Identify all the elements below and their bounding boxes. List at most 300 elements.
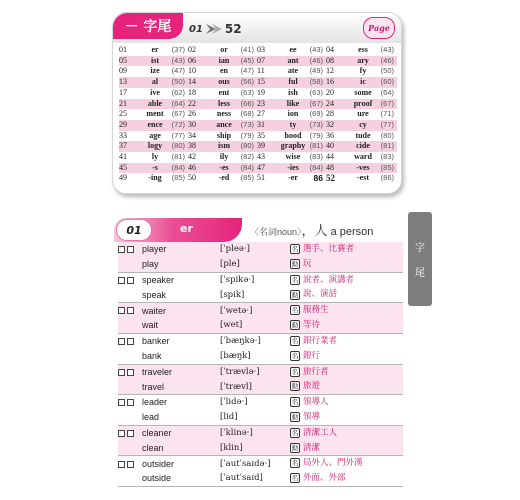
word-ipa: [ˈautˈsaɪdə·]	[220, 458, 271, 469]
suffix-name: en	[220, 66, 228, 76]
checkbox-cell	[118, 318, 142, 333]
word-definition: 清潔工人	[303, 427, 338, 438]
suffix-row	[119, 120, 397, 131]
word-definition-cell	[290, 410, 403, 425]
word-definition-cell	[290, 318, 403, 333]
review-checkbox[interactable]	[118, 307, 125, 314]
suffix-number: 14	[188, 77, 210, 88]
suffix-name: -ed	[218, 173, 230, 183]
suffix-name: fy	[359, 66, 367, 76]
suffix-number: 50	[188, 173, 196, 183]
suffix-number: 35	[257, 130, 265, 140]
word-definition-cell	[290, 364, 403, 379]
checkbox-cell	[118, 395, 142, 410]
review-checkbox[interactable]	[127, 307, 134, 314]
suffix-number: 44	[326, 152, 334, 162]
suffix-number: 24	[326, 99, 348, 110]
suffix-row	[119, 131, 397, 142]
word-definition-cell	[290, 471, 403, 486]
side-tab-label-1: 字	[415, 243, 425, 254]
suffix-name: age	[149, 130, 161, 140]
suffix-number: 45	[119, 163, 141, 174]
suffix-page: ( 43 )	[307, 45, 326, 56]
suffix-name: -ies	[279, 163, 307, 174]
part-of-speech-badge: 動	[291, 443, 299, 452]
suffix-name: ant	[279, 56, 307, 67]
word-definition: 領導人	[303, 397, 329, 408]
suffix-name: ate	[287, 66, 299, 76]
suffix-name: ment	[146, 109, 164, 119]
word-text: outside	[142, 471, 220, 486]
word-definition-cell	[290, 349, 403, 364]
suffix-name: er	[151, 45, 159, 54]
suffix-number: 01	[119, 45, 127, 54]
suffix-number: 51	[257, 173, 265, 183]
suffix-page: ( 84 )	[307, 163, 326, 174]
suffix-page: ( 47 )	[169, 66, 188, 77]
suffix-number: 48	[326, 163, 348, 174]
part-of-speech-badge: 動	[291, 413, 299, 422]
page-badge-label: Page	[368, 23, 390, 33]
part-of-speech-badge: 名	[291, 367, 299, 376]
entry-number: 01	[116, 219, 152, 241]
review-checkbox[interactable]	[127, 461, 134, 468]
suffix-page: ( 82 )	[238, 152, 257, 163]
suffix-row	[119, 88, 397, 99]
review-checkbox[interactable]	[118, 399, 125, 406]
suffix-number: 06	[188, 56, 210, 67]
checkbox-cell	[118, 303, 142, 318]
suffix-number: 13	[119, 77, 141, 88]
word-definition-cell	[290, 333, 403, 348]
suffix-number: 07	[257, 56, 279, 67]
word-text: speaker	[142, 274, 175, 285]
word-row	[118, 349, 403, 364]
word-definition-cell	[290, 379, 403, 394]
word-text: travel	[142, 379, 220, 394]
review-checkbox[interactable]	[118, 338, 125, 345]
word-ipa: [lid]	[220, 410, 290, 425]
word-definition: 旅行者	[303, 366, 329, 377]
arrow-right-icon	[206, 23, 222, 35]
word-text: cleaner	[142, 425, 220, 440]
word-definition: 玩	[303, 258, 312, 269]
suffix-name: -s	[141, 163, 169, 174]
part-of-speech-badge: 名	[291, 245, 299, 254]
word-definition: 等待	[303, 320, 321, 331]
suffix-name: some	[354, 87, 372, 97]
suffix-name: -es	[210, 163, 238, 174]
word-text: traveler	[142, 364, 220, 379]
suffix-page: ( 77 )	[378, 120, 397, 131]
suffix-name: ous	[210, 77, 238, 88]
suffix-page: ( 84 )	[169, 163, 188, 174]
suffix-page: 86	[313, 173, 323, 184]
suffix-number: 18	[188, 87, 196, 97]
suffix-page: ( 80 )	[378, 131, 397, 142]
suffix-page: ( 50 )	[169, 77, 188, 88]
checkbox-cell	[118, 333, 142, 348]
word-row	[118, 456, 403, 471]
suffix-name: ic	[348, 77, 378, 88]
part-of-speech-badge: 名	[291, 459, 299, 468]
suffix-number: 11	[257, 66, 265, 76]
part-of-speech-badge: 名	[291, 336, 299, 345]
part-of-speech-badge: 名	[291, 398, 299, 407]
word-ipa: [ˈklinə·]	[220, 425, 290, 440]
word-definition: 領導	[303, 411, 321, 422]
word-ipa: [wet]	[220, 318, 290, 333]
suffix-page: ( 84 )	[238, 163, 257, 174]
suffix-name: ent	[218, 87, 230, 97]
word-text: lead	[142, 410, 220, 425]
suffix-number: 41	[119, 152, 127, 162]
suffix-number: 20	[326, 87, 334, 97]
word-text: leader	[142, 397, 168, 408]
entry-header	[114, 218, 406, 242]
part-of-speech-badge: 名	[291, 275, 299, 284]
suffix-name: ence	[141, 120, 169, 131]
suffix-number: 36	[326, 130, 334, 140]
word-definition-cell	[290, 395, 403, 410]
suffix-number: 33	[119, 130, 127, 140]
suffix-page: ( 79 )	[307, 131, 326, 142]
word-ipa: [ˈtrævlə·]	[220, 364, 290, 379]
suffix-number: 16	[326, 77, 348, 88]
suffix-number: 21	[119, 99, 141, 110]
review-checkbox[interactable]	[127, 338, 134, 345]
suffix-page: ( 45 )	[238, 56, 257, 67]
suffix-page: ( 37 )	[169, 45, 188, 56]
word-definition-cell	[290, 287, 403, 302]
suffix-number: 38	[188, 141, 210, 152]
word-definition: 旅遊	[303, 381, 321, 392]
word-row	[118, 395, 403, 410]
suffix-name: -er	[288, 173, 298, 183]
suffix-number: 02	[188, 45, 196, 54]
entry-gloss-en: a person	[330, 226, 374, 238]
range-end: 52	[224, 22, 242, 36]
suffix-page: ( 81 )	[378, 141, 397, 152]
word-text: banker	[142, 336, 170, 347]
word-ipa: [ple]	[220, 257, 290, 272]
suffix-number: 27	[257, 109, 265, 119]
word-list	[118, 242, 403, 487]
suffix-number: 09	[119, 66, 127, 76]
suffix-page: ( 60 )	[378, 77, 397, 88]
suffix-name: wise	[285, 152, 301, 162]
suffix-number: 26	[188, 109, 196, 119]
word-text: outsider	[142, 458, 175, 469]
word-row	[118, 364, 403, 379]
suffix-name: able	[141, 99, 169, 110]
index-title: － 字尾	[124, 19, 172, 35]
review-checkbox[interactable]	[127, 399, 134, 406]
suffix-name: ian	[210, 56, 238, 67]
suffix-number: 31	[257, 120, 279, 131]
checkbox-cell	[118, 471, 142, 486]
suffix-row	[119, 163, 397, 174]
review-checkbox[interactable]	[127, 246, 134, 253]
suffix-name: less	[210, 99, 238, 110]
suffix-number: 52	[326, 173, 335, 184]
review-checkbox[interactable]	[127, 369, 134, 376]
word-definition: 銀行	[303, 350, 321, 361]
suffix-name: ward	[354, 152, 372, 162]
suffix-number: 17	[119, 87, 127, 97]
suffix-name: tude	[355, 130, 371, 140]
suffix-name: ist	[141, 56, 169, 67]
word-definition-cell	[290, 425, 403, 440]
suffix-name: ary	[348, 56, 378, 67]
part-of-speech-badge: 動	[291, 290, 299, 299]
word-definition-cell	[290, 456, 403, 471]
review-checkbox[interactable]	[127, 277, 134, 284]
suffix-number: 34	[188, 130, 196, 140]
word-definition: 局外人、門外漢	[303, 458, 363, 469]
suffix-page: ( 85 )	[169, 173, 188, 184]
checkbox-cell	[118, 425, 142, 440]
suffix-page: ( 46 )	[307, 56, 326, 67]
suffix-number: 32	[326, 120, 348, 131]
index-header	[113, 13, 401, 43]
word-row	[118, 425, 403, 440]
word-row	[118, 318, 403, 333]
suffix-name: cide	[348, 141, 378, 152]
checkbox-cell	[118, 349, 142, 364]
word-row	[118, 410, 403, 425]
suffix-name: ance	[210, 120, 238, 131]
suffix-page: ( 67 )	[169, 109, 188, 120]
word-text: speak	[142, 287, 220, 302]
word-text: waiter	[142, 303, 220, 318]
suffix-number: 22	[188, 99, 210, 110]
suffix-page: ( 64 )	[169, 99, 188, 110]
word-text: player	[142, 242, 220, 257]
entry-suffix: er	[180, 222, 193, 235]
word-ipa: [bæŋk]	[220, 349, 290, 364]
side-tab[interactable]	[408, 212, 432, 306]
word-ipa: [klin]	[220, 441, 290, 456]
suffix-page: ( 66 )	[238, 99, 257, 110]
word-definition-cell	[290, 257, 403, 272]
review-checkbox[interactable]	[127, 430, 134, 437]
review-checkbox[interactable]	[118, 246, 125, 253]
word-ipa: [ˈtrævl]	[220, 379, 290, 394]
suffix-name: ive	[150, 87, 160, 97]
suffix-name: cy	[348, 120, 378, 131]
checkbox-cell	[118, 364, 142, 379]
index-title-tab	[113, 13, 183, 39]
suffix-name: ful	[279, 77, 307, 88]
checkbox-cell	[118, 272, 142, 287]
suffix-row	[119, 77, 397, 88]
suffix-name: -est	[357, 173, 369, 183]
suffix-name: ee	[289, 45, 297, 54]
suffix-name: ness	[216, 109, 232, 119]
suffix-page: ( 49 )	[307, 66, 326, 77]
suffix-name: ly	[151, 152, 159, 162]
review-checkbox[interactable]	[118, 461, 125, 468]
suffix-number: 23	[257, 99, 279, 110]
word-row	[118, 379, 403, 394]
suffix-name: ion	[287, 109, 299, 119]
word-row	[118, 471, 403, 486]
checkbox-cell	[118, 242, 142, 257]
word-ipa: [spik]	[220, 287, 290, 302]
suffix-number: 08	[326, 56, 348, 67]
suffix-name: ish	[288, 87, 298, 97]
suffix-page: ( 56 )	[238, 77, 257, 88]
word-definition: 服務生	[303, 305, 329, 316]
suffix-name: like	[279, 99, 307, 110]
suffix-number: 03	[257, 45, 265, 54]
page-badge	[363, 17, 395, 39]
suffix-page: ( 83 )	[378, 152, 397, 163]
suffix-page: ( 50 )	[378, 66, 397, 77]
suffix-name: -ing	[148, 173, 162, 183]
suffix-row	[119, 109, 397, 120]
suffix-name: -ves	[348, 163, 378, 174]
suffix-number: 30	[188, 120, 210, 131]
suffix-page: ( 77 )	[169, 131, 188, 142]
suffix-page: ( 72 )	[169, 120, 188, 131]
part-of-speech-badge: 名	[291, 351, 299, 360]
review-checkbox[interactable]	[118, 369, 125, 376]
suffix-number: 04	[326, 45, 334, 54]
checkbox-cell	[118, 410, 142, 425]
suffix-page: ( 81 )	[169, 152, 188, 163]
suffix-row	[119, 56, 397, 67]
suffix-row	[119, 152, 397, 163]
suffix-page: ( 83 )	[307, 152, 326, 163]
review-checkbox[interactable]	[118, 430, 125, 437]
suffix-number: 43	[257, 152, 265, 162]
suffix-name: ty	[279, 120, 307, 131]
suffix-number: 46	[188, 163, 210, 174]
suffix-name: hood	[284, 130, 302, 140]
suffix-page: ( 46 )	[378, 56, 397, 67]
word-row	[118, 272, 403, 287]
suffix-page: ( 68 )	[238, 109, 257, 120]
word-text: wait	[142, 318, 220, 333]
side-tab-label-2: 尾	[415, 268, 425, 279]
suffix-number: 37	[119, 141, 141, 152]
suffix-page: ( 58 )	[307, 77, 326, 88]
suffix-table	[119, 45, 397, 184]
suffix-name: al	[141, 77, 169, 88]
suffix-page: ( 63 )	[238, 88, 257, 99]
checkbox-cell	[118, 257, 142, 272]
range-start: 01	[189, 23, 203, 35]
word-text: play	[142, 257, 220, 272]
part-of-speech-badge: 動	[291, 382, 299, 391]
word-definition: 清潔	[303, 442, 321, 453]
checkbox-cell	[118, 379, 142, 394]
part-of-speech-badge: 名	[291, 474, 299, 483]
word-text: bank	[142, 349, 220, 364]
word-definition: 選手、比賽者	[303, 244, 355, 254]
entry-pos: 〈名詞noun〉	[250, 227, 302, 237]
suffix-page: ( 80 )	[169, 141, 188, 152]
suffix-page: ( 86 )	[378, 173, 397, 184]
word-ipa: [ˈpleə·]	[220, 242, 290, 257]
suffix-name: logy	[141, 141, 169, 152]
suffix-number: 10	[188, 66, 196, 76]
suffix-page: ( 67 )	[307, 99, 326, 110]
suffix-number: 40	[326, 141, 348, 152]
suffix-page: ( 85 )	[378, 163, 397, 174]
word-ipa: [ˈbæŋkə·]	[220, 336, 261, 347]
suffix-page: ( 79 )	[238, 131, 257, 142]
suffix-name: graphy	[280, 141, 306, 151]
checkbox-cell	[118, 441, 142, 456]
suffix-row	[119, 99, 397, 110]
suffix-page: ( 71 )	[378, 109, 397, 120]
review-checkbox[interactable]	[118, 277, 125, 284]
word-definition-cell	[290, 272, 403, 287]
suffix-name: ize	[150, 66, 160, 76]
part-of-speech-badge: 動	[291, 259, 299, 268]
suffix-number: 12	[326, 66, 334, 76]
suffix-name: or	[220, 45, 228, 54]
word-row	[118, 287, 403, 302]
checkbox-cell	[118, 287, 142, 302]
part-of-speech-badge: 名	[291, 306, 299, 315]
suffix-page: ( 62 )	[169, 88, 188, 99]
suffix-page: ( 85 )	[238, 173, 257, 184]
suffix-number: 39	[257, 141, 279, 152]
suffix-name: ily	[219, 152, 229, 162]
checkbox-cell	[118, 456, 142, 471]
suffix-number: 15	[257, 77, 279, 88]
word-ipa: [ˈlidə·]	[220, 397, 248, 408]
suffix-page: ( 47 )	[238, 66, 257, 77]
suffix-page: ( 73 )	[307, 120, 326, 131]
index-range	[189, 22, 242, 36]
word-row	[118, 242, 403, 257]
suffix-number: 19	[257, 87, 265, 97]
suffix-name: proof	[348, 99, 378, 110]
suffix-page: ( 67 )	[378, 99, 397, 110]
suffix-row	[119, 45, 397, 56]
suffix-row	[119, 141, 397, 152]
entry-gloss-zh: ，人	[301, 223, 328, 238]
word-ipa: [ˈautˈsaɪd]	[220, 471, 290, 486]
suffix-number: 49	[119, 173, 127, 183]
word-row	[118, 303, 403, 318]
suffix-index-card	[112, 12, 402, 194]
word-definition-cell	[290, 441, 403, 456]
suffix-page: ( 73 )	[238, 120, 257, 131]
suffix-number: 25	[119, 109, 127, 119]
suffix-page: ( 43 )	[378, 45, 397, 56]
suffix-name: ism	[210, 141, 238, 152]
word-row	[118, 441, 403, 456]
word-row	[118, 333, 403, 348]
part-of-speech-badge: 動	[291, 321, 299, 330]
suffix-name: ess	[358, 45, 368, 54]
word-definition-cell	[290, 303, 403, 318]
suffix-page: ( 41 )	[238, 45, 257, 56]
suffix-page: ( 69 )	[307, 109, 326, 120]
word-definition: 外面、外部	[303, 473, 346, 484]
suffix-page: ( 81 )	[307, 141, 326, 152]
suffix-name: ship	[216, 130, 232, 140]
word-ipa: [ˈwetə·]	[220, 303, 290, 318]
suffix-page: ( 63 )	[307, 88, 326, 99]
word-definition: 說者、演講者	[303, 274, 355, 285]
